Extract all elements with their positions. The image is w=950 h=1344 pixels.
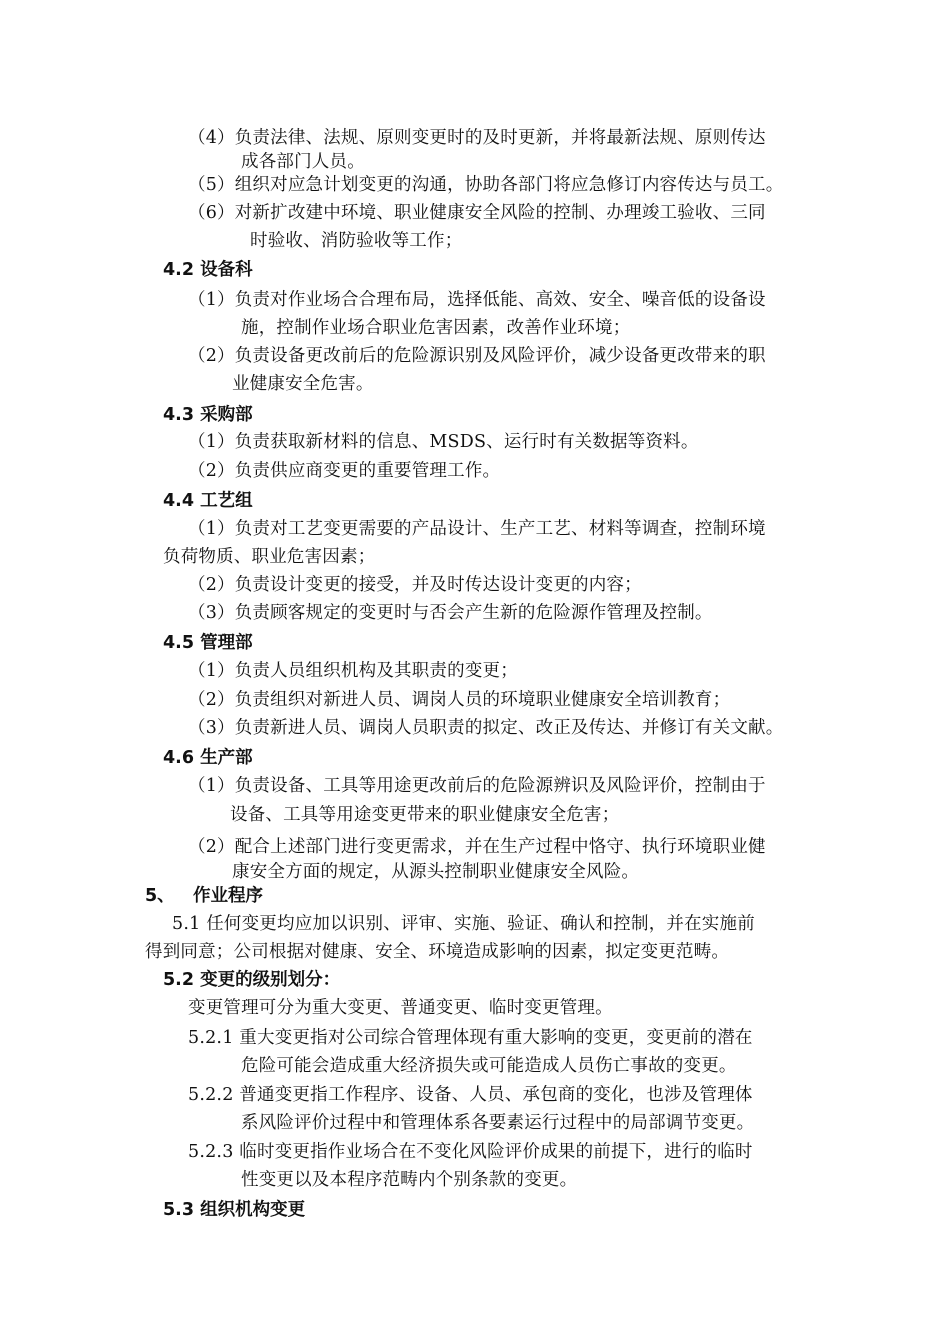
item-4-5-3: （3）负责新进人员、调岗人员职责的拟定、改正及传达、并修订有关文献。 (188, 718, 784, 738)
para-5-2-1-line2: 危险可能会造成重大经济损失或可能造成人员伤亡事故的变更。 (241, 1056, 737, 1076)
para-5-2-2-line1: 5.2.2 普通变更指工作程序、设备、人员、承包商的变化，也涉及管理体 (188, 1085, 753, 1105)
heading-5-3: 5.3 组织机构变更 (163, 1200, 306, 1220)
heading-4-4: 4.4 工艺组 (163, 491, 253, 511)
heading-5: 5、 作业程序 (145, 886, 263, 906)
item-4-5-1: （1）负责人员组织机构及其职责的变更； (188, 661, 518, 681)
item-4-6-1-line2: 设备、工具等用途变更带来的职业健康安全危害； (230, 805, 620, 825)
para-5-2-1-line1: 5.2.1 重大变更指对公司综合管理体现有重大影响的变更，变更前的潜在 (188, 1028, 753, 1048)
item-4-2-1-line2: 施，控制作业场合职业危害因素，改善作业环境； (241, 318, 631, 338)
item-4-6-1-line1: （1）负责设备、工具等用途更改前后的危险源辨识及风险评价，控制由于 (188, 776, 766, 796)
item-4-2-2-line1: （2）负责设备更改前后的危险源识别及风险评价，减少设备更改带来的职 (188, 346, 766, 366)
item-4-3-1: （1）负责获取新材料的信息、MSDS、运行时有关数据等资料。 (188, 432, 699, 452)
item-4-6-2-line1: （2）配合上述部门进行变更需求，并在生产过程中恪守、执行环境职业健 (188, 837, 766, 857)
item-4-2-2-line2: 业健康安全危害。 (232, 374, 374, 394)
item-4-1-4-line1: （4）负责法律、法规、原则变更时的及时更新，并将最新法规、原则传达 (188, 128, 766, 148)
item-4-4-1-line2: 负荷物质、职业危害因素； (163, 547, 376, 567)
para-5-2-3-line2: 性变更以及本程序范畴内个别条款的变更。 (241, 1170, 578, 1190)
item-4-3-2: （2）负责供应商变更的重要管理工作。 (188, 461, 501, 481)
item-4-1-5: （5）组织对应急计划变更的沟通，协助各部门将应急修订内容传达与员工。 (188, 175, 784, 195)
item-4-4-1-line1: （1）负责对工艺变更需要的产品设计、生产工艺、材料等调查，控制环境 (188, 519, 766, 539)
para-5-1-line1: 5.1 任何变更均应加以识别、评审、实施、验证、确认和控制，并在实施前 (172, 914, 755, 934)
item-4-1-6-line1: （6）对新扩改建中环境、职业健康安全风险的控制、办理竣工验收、三同 (188, 203, 766, 223)
item-4-1-4-line2: 成各部门人员。 (241, 152, 365, 172)
item-4-5-2: （2）负责组织对新进人员、调岗人员的环境职业健康安全培训教育； (188, 690, 731, 710)
item-4-4-3: （3）负责顾客规定的变更时与否会产生新的危险源作管理及控制。 (188, 603, 713, 623)
para-5-1-line2: 得到同意；公司根据对健康、安全、环境造成影响的因素，拟定变更范畴。 (145, 942, 730, 962)
heading-4-5: 4.5 管理部 (163, 633, 253, 653)
para-5-2-3-line1: 5.2.3 临时变更指作业场合在不变化风险评价成果的前提下，进行的临时 (188, 1142, 753, 1162)
heading-4-3: 4.3 采购部 (163, 405, 253, 425)
para-5-2-2-line2: 系风险评价过程中和管理体系各要素运行过程中的局部调节变更。 (241, 1113, 755, 1133)
heading-5-2: 5.2 变更的级别划分： (163, 970, 341, 990)
heading-4-6: 4.6 生产部 (163, 748, 253, 768)
item-4-1-6-line2: 时验收、消防验收等工作； (250, 231, 463, 251)
heading-4-2: 4.2 设备科 (163, 260, 253, 280)
item-4-4-2: （2）负责设计变更的接受，并及时传达设计变更的内容； (188, 575, 642, 595)
item-4-6-2-line2: 康安全方面的规定，从源头控制职业健康安全风险。 (232, 862, 640, 882)
para-5-2: 变更管理可分为重大变更、普通变更、临时变更管理。 (188, 998, 613, 1018)
item-4-2-1-line1: （1）负责对作业场合合理布局，选择低能、高效、安全、噪音低的设备设 (188, 290, 766, 310)
